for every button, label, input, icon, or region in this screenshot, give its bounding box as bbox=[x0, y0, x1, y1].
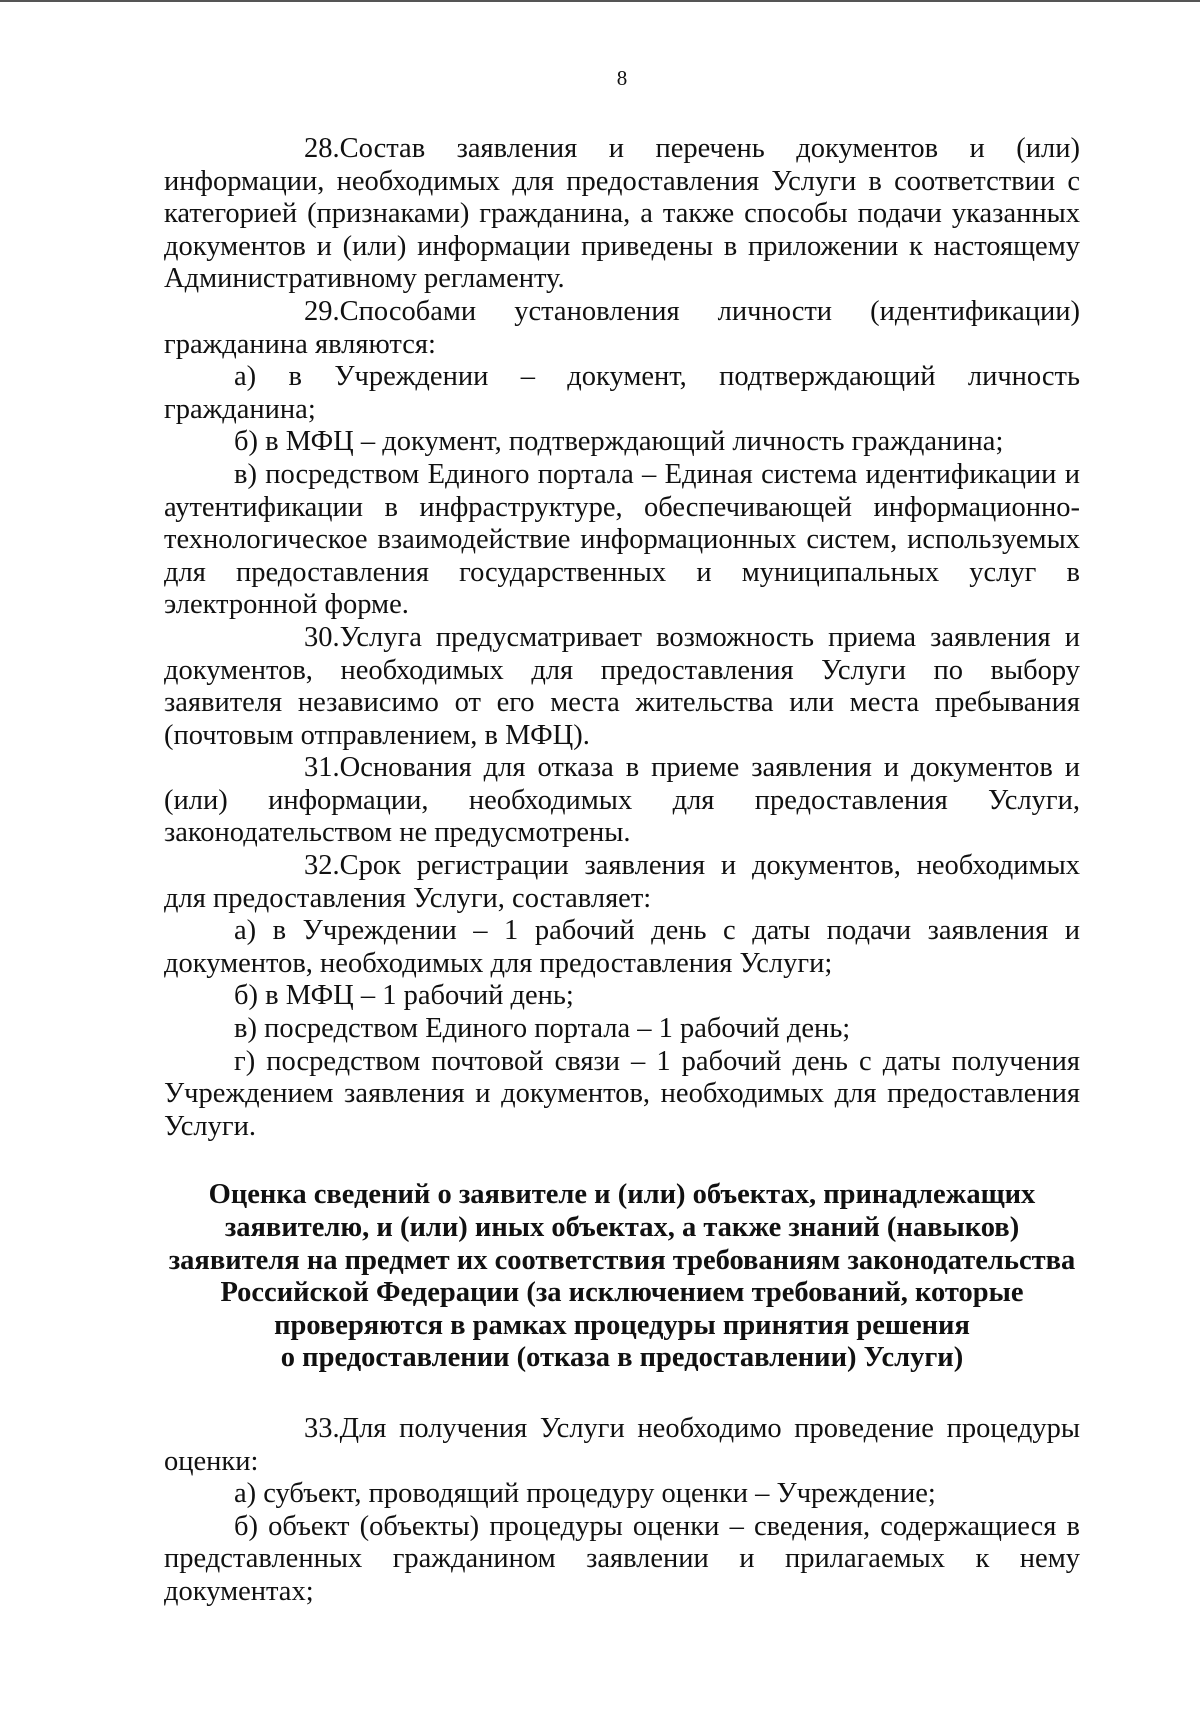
heading-line: заявителю, и (или) иных объектах, а также знаний (навыков) bbox=[224, 1212, 1020, 1243]
numbered-paragraph bbox=[164, 1413, 1080, 1478]
heading-line: Оценка сведений о заявителе и (или) объектах, принадлежащих bbox=[208, 1179, 1036, 1211]
paragraph-text: Основания для отказа в приеме заявления и документов и (или) информации, необходимых для предоставления Услуги, законодательством не предусмотрены. bbox=[164, 752, 1080, 849]
heading-line: Российской Федерации (за исключением требований, которые bbox=[220, 1277, 1024, 1309]
heading-line: проверяются в рамках процедуры принятия решения bbox=[274, 1309, 970, 1341]
paragraph-text: Срок регистрации заявления и документов, необходимых для предоставления Услуги, составляет: bbox=[164, 850, 1080, 914]
paragraph-number: 29. bbox=[304, 295, 340, 327]
list-item bbox=[164, 459, 1080, 622]
list-item bbox=[164, 980, 1080, 1013]
paragraph-text: а) субъект, проводящий процедуру оценки – Учреждение; bbox=[234, 1478, 936, 1510]
paragraph-number: 28. bbox=[304, 133, 340, 164]
paragraph-text: г) посредством почтовой связи – 1 рабочий день с даты получения Учреждением заявления и документов, необходимых для предоставления Услуги. bbox=[164, 1045, 1080, 1142]
list-item bbox=[164, 426, 1080, 459]
numbered-paragraph bbox=[164, 133, 1080, 296]
page-number: 8 bbox=[616, 66, 628, 90]
paragraph-text: б) объект (объекты) процедуры оценки – сведения, содержащиеся в представленных гражданином заявлении и прилагаемых к нему документах; bbox=[164, 1510, 1080, 1607]
paragraph-number: 33. bbox=[304, 1412, 340, 1444]
paragraph-text: а) в Учреждении – документ, подтверждающий личность гражданина; bbox=[164, 361, 1080, 425]
heading-line: заявителя на предмет их соответствия требованиям законодательства bbox=[168, 1244, 1076, 1276]
list-item bbox=[164, 1013, 1080, 1046]
numbered-paragraph bbox=[164, 296, 1080, 361]
paragraph-text: а) в Учреждении – 1 рабочий день с даты подачи заявления и документов, необходимых для предоставления Услуги; bbox=[164, 915, 1080, 979]
list-item bbox=[164, 915, 1080, 980]
paragraph-number: 32. bbox=[304, 850, 340, 882]
list-item bbox=[164, 1511, 1080, 1609]
paragraphs-before-heading bbox=[164, 133, 1080, 1143]
paragraph-number: 30. bbox=[304, 621, 340, 653]
paragraph-text: Способами установления личности (идентификации) гражданина являются: bbox=[164, 295, 1080, 360]
section-heading bbox=[164, 1179, 1080, 1375]
paragraph-text: Состав заявления и перечень документов и (или) информации, необходимых для предоставления Услуги в соответствии с категорией (признаками) гражданина, а также способы подачи указанных документов и (или) информации приведены в приложении к настоящему Административному регламенту. bbox=[164, 133, 1080, 295]
heading-line: о предоставлении (отказа в предоставлении) Услуги) bbox=[280, 1342, 964, 1374]
paragraph-text: в) посредством Единого портала – 1 рабочий день; bbox=[234, 1013, 851, 1045]
paragraph-text: б) в МФЦ – 1 рабочий день; bbox=[234, 980, 574, 1012]
paragraph-text: в) посредством Единого портала – Единая система идентификации и аутентификации в инфраструктуре, обеспечивающей информационно-технологическое взаимодействие информационных систем, используемых для предоставления государственных и муниципальных услуг в электронной форме. bbox=[164, 458, 1080, 621]
document-body bbox=[164, 133, 1080, 1609]
list-item bbox=[164, 1478, 1080, 1511]
numbered-paragraph bbox=[164, 752, 1080, 850]
paragraph-number: 31. bbox=[304, 752, 340, 784]
numbered-paragraph bbox=[164, 850, 1080, 915]
paragraph-text: Услуга предусматривает возможность приема заявления и документов, необходимых для предоставления Услуги по выбору заявителя независимо от его места жительства или места пребывания (почтовым отправлением, в МФЦ). bbox=[164, 621, 1080, 751]
list-item bbox=[164, 361, 1080, 426]
numbered-paragraph bbox=[164, 622, 1080, 752]
paragraph-text: б) в МФЦ – документ, подтверждающий личность гражданина; bbox=[234, 426, 1004, 458]
list-item bbox=[164, 1046, 1080, 1144]
paragraph-text: Для получения Услуги необходимо проведение процедуры оценки: bbox=[164, 1412, 1080, 1477]
paragraphs-after-heading bbox=[164, 1413, 1080, 1609]
